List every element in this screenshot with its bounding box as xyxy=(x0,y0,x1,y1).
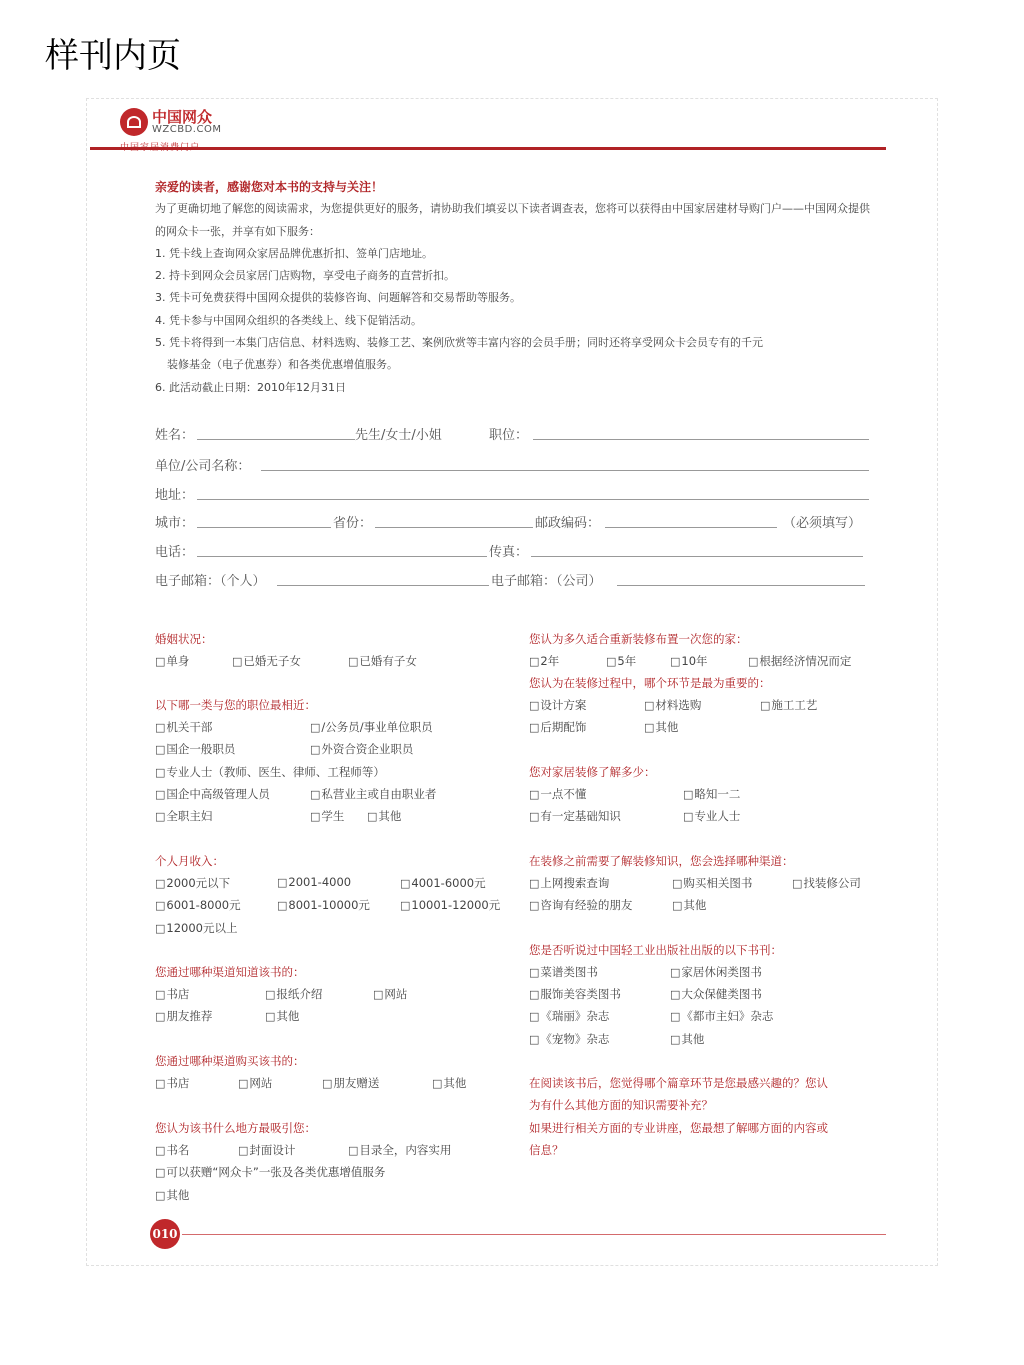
checkbox-option[interactable]: □ 找装修公司 xyxy=(792,875,861,891)
intro-paragraph: 为了更确切地了解您的阅读需求，为您提供更好的服务，请协助我们填妥以下读者调查表，您将可以获得由中国家居建材导购门户——中国网众提供的网众卡一张，并享有如下服务： xyxy=(155,202,870,238)
checkbox-option[interactable]: □ 已婚无子女 xyxy=(232,653,301,669)
phone-field[interactable] xyxy=(197,556,487,557)
checkbox-option[interactable]: □ 封面设计 xyxy=(238,1142,295,1158)
checkbox-option[interactable]: □ 购买相关图书 xyxy=(672,875,752,891)
checkbox-option[interactable]: □ 单身 xyxy=(155,653,189,669)
checkbox-option[interactable]: □ 一点不懂 xyxy=(529,786,586,802)
checkbox-option[interactable]: □ 其他 xyxy=(367,808,401,824)
fax-field[interactable] xyxy=(531,556,863,557)
checkbox-option[interactable]: □ 6001-8000元 xyxy=(155,897,241,913)
checkbox-option[interactable]: □ 其他 xyxy=(644,719,678,735)
checkbox-option[interactable]: □ 2000元以下 xyxy=(155,875,230,891)
checkbox-option[interactable]: □ 网站 xyxy=(373,986,407,1002)
email-personal-field[interactable] xyxy=(277,585,489,586)
checkbox-option[interactable]: □ 朋友赠送 xyxy=(322,1075,379,1091)
fax-label: 传真： xyxy=(489,545,529,560)
checkbox-option[interactable]: □ 朋友推荐 xyxy=(155,1008,212,1024)
address-field[interactable] xyxy=(197,499,869,500)
checkbox-option[interactable]: □ 菜谱类图书 xyxy=(529,964,598,980)
intro-item: 装修基金（电子优惠券）和各类优惠增值服务。 xyxy=(167,358,398,372)
city-label: 城市： xyxy=(155,516,195,531)
company-field[interactable] xyxy=(261,470,869,471)
checkbox-option[interactable]: □ 2年 xyxy=(529,653,559,669)
intro-item: 5. 凭卡将得到一本集门店信息、材料选购、装修工艺、案例欣赏等丰富内容的会员手册；同时还将享受网众卡会员专有的千元 xyxy=(155,336,763,350)
checkbox-option[interactable]: □ 后期配饰 xyxy=(529,719,586,735)
position-field[interactable] xyxy=(533,439,869,440)
page-number: 010 xyxy=(150,1219,180,1249)
checkbox-option[interactable]: □ 其他 xyxy=(432,1075,466,1091)
logo-mark-icon xyxy=(120,108,148,136)
checkbox-option[interactable]: □ 其他 xyxy=(672,897,706,913)
knowledge-question: 您对家居装修了解多少： xyxy=(529,765,656,779)
intro-item: 3. 凭卡可免费获得中国网众提供的装修咨询、问题解答和交易帮助等服务。 xyxy=(155,291,521,305)
publications-question: 您是否听说过中国轻工业出版社出版的以下书刊： xyxy=(529,943,782,957)
intro-greeting: 亲爱的读者，感谢您对本书的支持与关注！ xyxy=(155,180,384,194)
lecture-question-line: 如果进行相关方面的专业讲座，您最想了解哪方面的内容或 xyxy=(529,1121,828,1135)
salutation-label: 先生/女士/小姐 xyxy=(355,428,442,443)
checkbox-option[interactable]: □ 2001-4000 xyxy=(277,875,351,889)
logo-en: WZCBD.COM xyxy=(152,124,222,135)
checkbox-option[interactable]: □ 网站 xyxy=(238,1075,272,1091)
province-field[interactable] xyxy=(375,527,533,528)
logo-cn: 中国网众 xyxy=(152,108,213,126)
email-personal-label: 电子邮箱：（个人） xyxy=(155,574,266,589)
checkbox-option[interactable]: □ 其他 xyxy=(265,1008,299,1024)
position-label: 职位： xyxy=(489,428,529,443)
checkbox-option[interactable]: □ 学生 xyxy=(310,808,344,824)
zip-field[interactable] xyxy=(605,527,777,528)
lecture-question-line: 信息？ xyxy=(529,1143,564,1157)
checkbox-option[interactable]: □ 10年 xyxy=(670,653,708,669)
page-heading: 样刊内页 xyxy=(45,36,181,76)
city-field[interactable] xyxy=(197,527,331,528)
interest-question-line: 为有什么其他方面的知识需要补充？ xyxy=(529,1098,713,1112)
phone-label: 电话： xyxy=(155,545,195,560)
renovation-key-question: 您认为在装修过程中，哪个环节是最为重要的： xyxy=(529,676,771,690)
checkbox-option[interactable]: □ /公务员/事业单位职员 xyxy=(310,719,433,735)
required-note: （必须填写） xyxy=(783,516,862,531)
checkbox-option[interactable]: □ 服饰美容类图书 xyxy=(529,986,621,1002)
renovation-frequency-question: 您认为多久适合重新装修布置一次您的家： xyxy=(529,632,748,646)
income-question: 个人月收入： xyxy=(155,854,224,868)
channel-know-question: 您通过哪种渠道知道该书的： xyxy=(155,965,305,979)
checkbox-option[interactable]: □ 咨询有经验的朋友 xyxy=(529,897,632,913)
email-company-field[interactable] xyxy=(617,585,865,586)
checkbox-option[interactable]: □ 已婚有子女 xyxy=(348,653,417,669)
company-label: 单位/公司名称： xyxy=(155,459,251,474)
name-field[interactable] xyxy=(197,439,355,440)
checkbox-option[interactable]: □ 4001-6000元 xyxy=(400,875,486,891)
interest-question-line: 在阅读该书后，您觉得哪个篇章环节是您最感兴趣的？您认 xyxy=(529,1076,828,1090)
checkbox-option[interactable]: □ 可以获赠“网众卡”一张及各类优惠增值服务 xyxy=(155,1164,385,1180)
checkbox-option[interactable]: □ 大众保健类图书 xyxy=(670,986,762,1002)
intro-item: 6. 此活动截止日期：2010年12月31日 xyxy=(155,380,346,394)
checkbox-option[interactable]: □ 书店 xyxy=(155,986,189,1002)
checkbox-option[interactable]: □ 报纸介绍 xyxy=(265,986,322,1002)
checkbox-option[interactable]: □ 上网搜索查询 xyxy=(529,875,609,891)
checkbox-option[interactable]: □ 设计方案 xyxy=(529,697,586,713)
checkbox-option[interactable]: □ 专业人士（教师、医生、律师、工程师等） xyxy=(155,764,385,780)
header-divider xyxy=(90,147,886,150)
zip-label: 邮政编码： xyxy=(535,516,601,531)
checkbox-option[interactable]: □ 全职主妇 xyxy=(155,808,212,824)
checkbox-option[interactable]: □ 其他 xyxy=(155,1187,189,1203)
occupation-question: 以下哪一类与您的职位最相近： xyxy=(155,698,316,712)
checkbox-option[interactable]: □ 目录全，内容实用 xyxy=(348,1142,451,1158)
checkbox-option[interactable]: □ 8001-10000元 xyxy=(277,897,370,913)
name-label: 姓名： xyxy=(155,428,195,443)
learning-channel-question: 在装修之前需要了解装修知识，您会选择哪种渠道： xyxy=(529,854,794,868)
checkbox-option[interactable]: □ 《瑞丽》杂志 xyxy=(529,1008,609,1024)
checkbox-option[interactable]: □ 根据经济情况而定 xyxy=(748,653,851,669)
intro-section xyxy=(155,176,875,399)
checkbox-option[interactable]: □ 《都市主妇》杂志 xyxy=(670,1008,773,1024)
checkbox-option[interactable]: □ 施工工艺 xyxy=(760,697,817,713)
checkbox-option[interactable]: □ 5年 xyxy=(606,653,636,669)
province-label: 省份： xyxy=(333,516,373,531)
checkbox-option[interactable]: □ 外资合资企业职员 xyxy=(310,741,413,757)
checkbox-option[interactable]: □ 略知一二 xyxy=(683,786,740,802)
checkbox-option[interactable]: □ 书名 xyxy=(155,1142,189,1158)
email-company-label: 电子邮箱：（公司） xyxy=(491,574,602,589)
checkbox-option[interactable]: □ 12000元以上 xyxy=(155,920,238,936)
checkbox-option[interactable]: □ 机关干部 xyxy=(155,719,212,735)
intro-item: 4. 凭卡参与中国网众组织的各类线上、线下促销活动。 xyxy=(155,313,422,327)
checkbox-option[interactable]: □ 《宠物》杂志 xyxy=(529,1031,609,1047)
intro-item: 2. 持卡到网众会员家居门店购物，享受电子商务的直营折扣。 xyxy=(155,269,455,283)
footer-divider xyxy=(182,1234,886,1235)
checkbox-option[interactable]: □ 书店 xyxy=(155,1075,189,1091)
checkbox-option[interactable]: □ 家居休闲类图书 xyxy=(670,964,762,980)
checkbox-option[interactable]: □ 有一定基础知识 xyxy=(529,808,621,824)
checkbox-option[interactable]: □ 国企中高级管理人员 xyxy=(155,786,270,802)
checkbox-option[interactable]: □ 国企一般职员 xyxy=(155,741,235,757)
intro-item: 1. 凭卡线上查询网众家居品牌优惠折扣、签单门店地址。 xyxy=(155,246,433,260)
address-label: 地址： xyxy=(155,488,195,503)
checkbox-option[interactable]: □ 私营业主或自由职业者 xyxy=(310,786,436,802)
checkbox-option[interactable]: □ 专业人士 xyxy=(683,808,740,824)
attraction-question: 您认为该书什么地方最吸引您： xyxy=(155,1121,316,1135)
marital-question: 婚姻状况： xyxy=(155,632,213,646)
channel-buy-question: 您通过哪种渠道购买该书的： xyxy=(155,1054,305,1068)
checkbox-option[interactable]: □ 材料选购 xyxy=(644,697,701,713)
checkbox-option[interactable]: □ 其他 xyxy=(670,1031,704,1047)
checkbox-option[interactable]: □ 10001-12000元 xyxy=(400,897,500,913)
